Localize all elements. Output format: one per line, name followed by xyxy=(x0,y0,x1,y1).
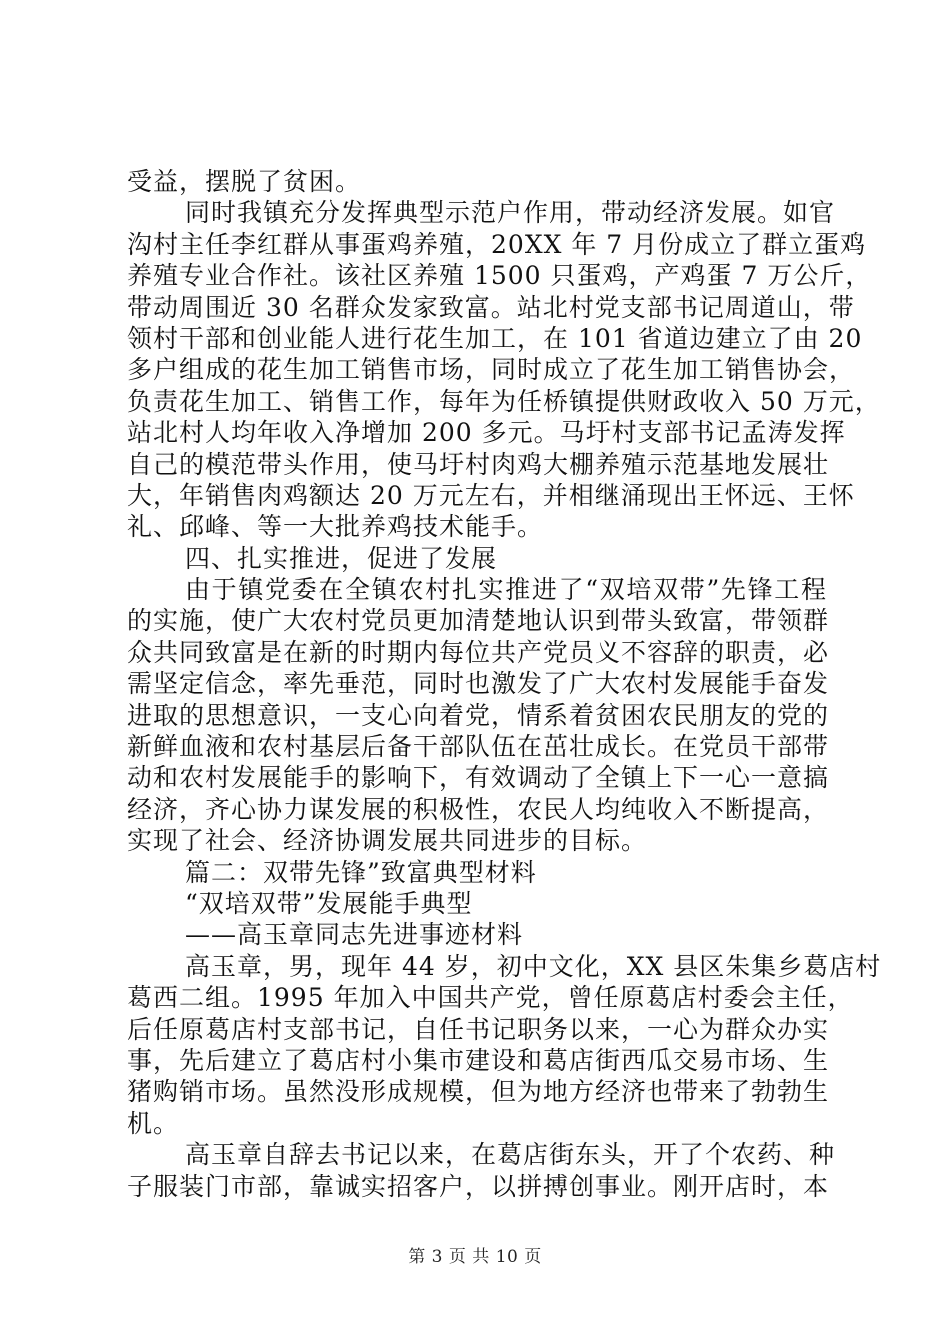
text-line: 后任原葛店村支部书记，自任书记职务以来，一心为群众办实 xyxy=(127,1014,830,1044)
text-line: 需坚定信念，率先垂范，同时也激发了广大农村发展能手奋发 xyxy=(127,669,830,699)
text-line: 动和农村发展能手的影响下，有效调动了全镇上下一心一意搞 xyxy=(127,763,830,793)
text-line: 机。 xyxy=(127,1108,180,1138)
text-line: 进取的思想意识，一支心向着党，情系着贫困农民朋友的党的 xyxy=(127,700,830,730)
text-line: 实现了社会、经济协调发展共同进步的目标。 xyxy=(127,826,648,856)
text-line: 多户组成的花生加工销售市场，同时成立了花生加工销售协会， xyxy=(127,355,856,385)
text-line: 大，年销售肉鸡额达 20 万元左右，并相继涌现出王怀远、王怀 xyxy=(127,480,855,510)
page-footer: 第 3 页 共 10 页 xyxy=(408,1247,542,1267)
text-line: 带动周围近 30 名群众发家致富。站北村党支部书记周道山，带 xyxy=(127,292,855,322)
text-line: 葛西二组。1995 年加入中国共产党，曾任原葛店村委会主任， xyxy=(127,983,854,1013)
document-body xyxy=(127,166,882,1202)
text-line: 高玉章自辞去书记以来，在葛店街东头，开了个农药、种 xyxy=(185,1140,836,1170)
text-line: 领村干部和创业能人进行花生加工，在 101 省道边建立了由 20 xyxy=(127,323,863,353)
text-line: 猪购销市场。虽然没形成规模，但为地方经济也带来了勃勃生 xyxy=(127,1077,830,1107)
text-line: ——高玉章同志先进事迹材料 xyxy=(185,920,524,950)
text-line: 受益，摆脱了贫困。 xyxy=(127,167,362,196)
text-line: 高玉章，男，现年 44 岁，初中文化，XX 县区朱集乡葛店村 xyxy=(185,951,882,981)
text-line: 养殖专业合作社。该社区养殖 1500 只蛋鸡，产鸡蛋 7 万公斤， xyxy=(127,261,872,291)
text-line: 的实施，使广大农村党员更加清楚地认识到带头致富，带领群 xyxy=(127,606,830,636)
text-line: 沟村主任李红群从事蛋鸡养殖，20XX 年 7 月份成立了群立蛋鸡 xyxy=(127,229,867,259)
text-line: 众共同致富是在新的时期内每位共产党员义不容辞的职责，必 xyxy=(127,637,830,667)
text-line: 由于镇党委在全镇农村扎实推进了“双培双带”先锋工程 xyxy=(185,575,827,605)
text-line: 四、扎实推进，促进了发展 xyxy=(185,543,498,573)
text-line: 经济，齐心协力谋发展的积极性，农民人均纯收入不断提高， xyxy=(127,794,830,824)
text-line: 子服装门市部，靠诚实招客户，以拼搏创事业。刚开店时，本 xyxy=(127,1171,830,1201)
text-line: 新鲜血液和农村基层后备干部队伍在茁壮成长。在党员干部带 xyxy=(127,732,830,762)
text-line: 篇二：双带先锋”致富典型材料 xyxy=(185,857,537,887)
text-line: 站北村人均年收入净增加 200 多元。马圩村支部书记孟涛发挥 xyxy=(127,418,846,448)
text-line: 同时我镇充分发挥典型示范户作用，带动经济发展。如官 xyxy=(185,198,836,228)
text-line: 自己的模范带头作用，使马圩村肉鸡大棚养殖示范基地发展壮 xyxy=(127,449,830,479)
text-line: “双培双带”发展能手典型 xyxy=(185,888,473,918)
text-line: 礼、邱峰、等一大批养鸡技术能手。 xyxy=(127,512,544,542)
text-line: 负责花生加工、销售工作，每年为任桥镇提供财政收入 50 万元， xyxy=(127,386,881,416)
text-line: 事，先后建立了葛店村小集市建设和葛店街西瓜交易市场、生 xyxy=(127,1045,830,1075)
